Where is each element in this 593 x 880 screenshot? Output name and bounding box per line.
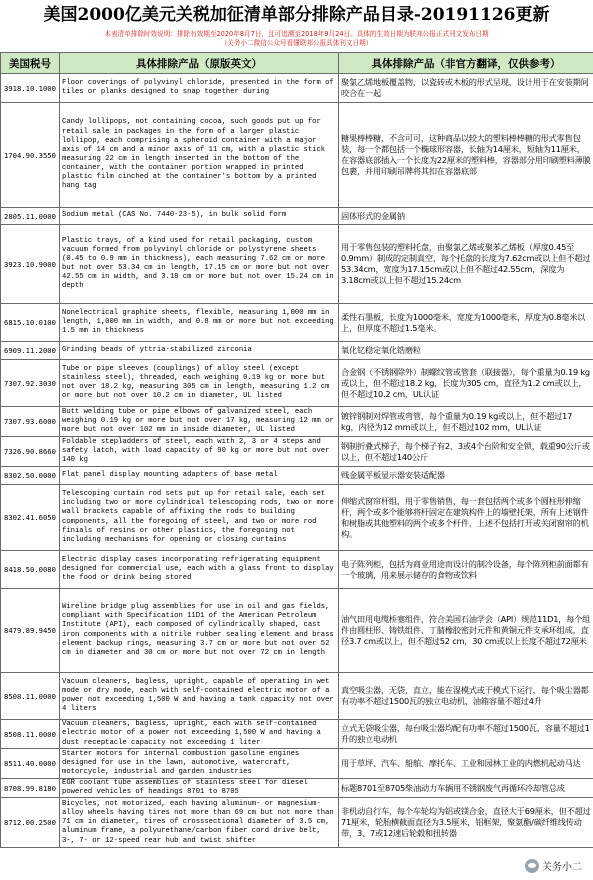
table-row [1,74,593,103]
chinese-description-cell: 电子陈列柜，包括为商业用途而设计的制冷设备，每个陈列柜前面都有一个玻璃，用来展示储存的食物或饮料 [339,551,593,589]
hts-code-cell: 8479.89.9450 [1,589,60,673]
english-description-cell: Vacuum cleaners, bagless, upright, capable of operating in wet mode or dry mode, each with self-contained electric motor of a power not exceeding 1,500 W and having a tank capacity not over 4 liters [60,673,339,720]
english-description-cell: Foldable stepladders of steel, each with 2, 3 or 4 steps and safety latch, with load capacity of 90 kg or more but not over 140 kg [60,437,339,467]
english-description-cell: Candy lollipops, not containing cocoa, such goods put up for retail sale in packages in the form of a larger plastic lollipop, each comprising a spheroid container with a major axis of 14 cm and a minor axis of 11 cm, with a plastic stick measuring 22 cm in length inserted in the bottom of the container, with the container portion wrapped in printed plastic film cinched at the container's bottom by a printed hang tag [60,103,339,208]
hts-code-cell: 6909.11.2000 [1,342,60,360]
english-description-cell: Plastic trays, of a kind used for retail packaging, custom vacuum formed from polyvinyl chloride or polystyrene sheets (0.45 to 0.9 mm in thickness), each measuring 7.62 cm or more but not over 53.34 cm in length, 17.15 cm or more but not over 42.55 cm in width, and 3.18 cm or more but not over 15.24 cm in depth [60,225,339,304]
table-row [1,407,593,437]
english-description-cell: Nonelectrical graphite sheets, flexible, measuring 1,000 mm in length, 1,000 mm in width, and 0.8 mm or more but not exceeding 1.5 mm in thickness [60,304,339,342]
table-row [1,360,593,407]
table-row [1,720,593,749]
watermark-text: 关务小二 [542,862,582,873]
table-row [1,467,593,485]
english-description-cell: Butt welding tube or pipe elbows of galvanized steel, each weighing 0.19 kg or more but not over 17 kg, measuring 12 mm or more but not over 102 mm in inside diameter, UL listed [60,407,339,437]
hts-code-cell: 8508.11.0000 [1,720,60,749]
english-description-cell: Grinding beads of yttria-stabilized zirconia [60,342,339,360]
table-header-row [1,53,593,74]
header-code: 美国税号 [1,53,60,74]
chinese-description-cell: 固体形式的金属钠 [339,208,593,225]
hts-code-cell: 1704.90.3550 [1,103,60,208]
table-row [1,551,593,589]
hts-code-cell: 7307.93.6000 [1,407,60,437]
table-row [1,673,593,720]
english-description-cell: Telescoping curtain rod sets put up for retail sale, each set including two or more cylindrical telescoping rods, two or more wall brackets capable of affixing the rods to building components, all the foregoing of steel, and two or more rod finials of resins or other plastics, the foregoing not including mechanisms for opening or closing curtains [60,485,339,551]
chinese-description-cell: 钢制折叠式梯子，每个梯子有2、3或4个台阶和安全锁，载重90公斤或以上，但不超过140公斤 [339,437,593,467]
chinese-description-cell: 油气田用电缆桥塞组件，符合美国石油学会（API）规范11D1，每个组件由圆柱形、铸铁组件、丁腈橡胶密封元件和黄铜元件支承环组成，直径3.7 cm或以上，但不超过52 cm，30 cm或以上长度不超过72厘米 [339,589,593,673]
exclusion-table [0,52,593,848]
hts-code-cell: 8418.50.0080 [1,551,60,589]
hts-code-cell: 6815.10.0100 [1,304,60,342]
chinese-description-cell: 真空吸尘器，无袋，直立，能在湿模式或干模式下运行，每个吸尘器都有功率不超过1500瓦的独立电动机，油箱容量不超过4升 [339,673,593,720]
chinese-description-cell: 合金钢（不锈钢除外）制螺纹管或管套（联接器），每个重量为0.19 kg或以上，但不超过18.2 kg，长度为305 cm，直径为1.2 cm或以上，但不超过10.2 cm，UL认证 [339,360,593,407]
hts-code-cell: 3918.10.1000 [1,74,60,103]
chinese-description-cell: 柔性石墨板，长度为1000毫米，宽度为1000毫米，厚度为0.8毫米以上，但厚度不超过1.5毫米。 [339,304,593,342]
chinese-description-cell: 糖果棒棒糖，不含可可，这种商品以较大的塑料棒棒糖的形式零售包装，每一个都包括一个椭球形容器，长轴为14厘米，短轴为11厘米，在容器底部插入一个长度为22厘米的塑料棒，容器部分用印刷塑料薄膜包裹，并用印刷吊牌将其扣在容器底部 [339,103,593,208]
english-description-cell: Flat panel display mounting adapters of base metal [60,467,339,485]
chinese-description-cell: 标题8701至8705柴油动力车辆用不锈钢废气再循环冷却管总成 [339,779,593,798]
table-row [1,589,593,673]
note-line-1: 本表清单排除时效说明：排除有效期至2020年8月7日，且可追溯至2018年9月24日。具体的生效日期为联邦公报正式刊文发布日期 [104,30,489,38]
table-row [1,798,593,848]
english-description-cell: Floor coverings of polyvinyl chloride, presented in the form of tiles or planks designed to snap together during [60,74,339,103]
chinese-description-cell: 氧化钇稳定氧化锆磨粒 [339,342,593,360]
table-row [1,485,593,551]
note-line-2: （关务小二微信公众号看懂联邦公报具体刊文日期） [220,39,373,47]
table-row [1,342,593,360]
english-description-cell: Vacuum cleaners, bagless, upright, each with self-contained electric motor of a power not exceeding 1,500 W and having a dust receptacle capacity not exceeding 1 liter [60,720,339,749]
watermark [522,857,585,874]
english-description-cell: Sodium metal (CAS No. 7440-23-5), in bulk solid form [60,208,339,225]
chinese-description-cell: 用于零售包装的塑料托盘，由聚氯乙烯或聚苯乙烯板（厚度0.45至0.9mm）制成的定制真空，每个托盘的长度为7.62cm或以上但不超过53.34cm，宽度为17.15cm或以上但不超过42.55cm，深度为3.18cm或以上但不超过15.24cm [339,225,593,304]
page-title: 美国2000亿美元关税加征清单部分排除产品目录-20191126更新 [43,5,550,25]
chinese-description-cell: 镀锌钢制对焊管或弯管，每个重量为0.19 kg或以上，但不超过17 kg，内径为12 mm或以上，但不超过102 mm，UL认证 [339,407,593,437]
table-row [1,749,593,779]
chinese-description-cell: 贱金属平板显示器安装适配器 [339,467,593,485]
chinese-description-cell: 聚氯乙烯地板覆盖物，以瓷砖或木板的形式呈现，设计用于在安装期间咬合在一起 [339,74,593,103]
english-description-cell: Starter motors for internal combustion gasoline engines designed for use in the lawn, automotive, watercraft, motorcycle, industrial and garden industries [60,749,339,779]
hts-code-cell: 8508.11.0000 [1,673,60,720]
wechat-account-icon [525,859,539,873]
table-row [1,437,593,467]
table-row [1,103,593,208]
header-english: 具体排除产品（原版英文） [60,53,339,74]
table-row [1,208,593,225]
hts-code-cell: 8302.41.6050 [1,485,60,551]
hts-code-cell: 2805.11.0000 [1,208,60,225]
table-row [1,304,593,342]
hts-code-cell: 8712.00.2500 [1,798,60,848]
chinese-description-cell: 用于草坪、汽车、船舶、摩托车、工业和园林工业的内燃机起动马达 [339,749,593,779]
english-description-cell: Tube or pipe sleeves (couplings) of alloy steel (except stainless steel), threaded, each weighing 0.19 kg or more but not over 18.2 kg, measuring 305 cm in length, measuring 1.2 cm or more but not over 10.2 cm in diameter, UL listed [60,360,339,407]
english-description-cell: Electric display cases incorporating refrigerating equipment designed for commercial use, each with a glass front to display the food or drink being stored [60,551,339,589]
table-body [1,74,593,848]
table-row [1,779,593,798]
hts-code-cell: 3923.10.9000 [1,225,60,304]
validity-notes [0,30,593,48]
hts-code-cell: 7307.92.3030 [1,360,60,407]
table-row [1,225,593,304]
chinese-description-cell: 伸缩式窗帘杆组，用于零售销售，每一套包括两个或多个圆柱形伸缩杆，两个或多个能够将杆固定在建筑构件上的墙壁托架，所有上述钢件和树脂或其他塑料的两个或多个杆件，上述不包括打开或关闭窗帘的机构。 [339,485,593,551]
hts-code-cell: 7326.90.8660 [1,437,60,467]
english-description-cell: Wireline bridge plug assemblies for use in oil and gas fields, compliant with Specification 11D1 of the American Petroleum Institute (API), each composed of cylindrically shaped, cast iron components with a nitrile rubber sealing element and brass element backup rings, measuring 3.7 cm or more but not over 52 cm in diameter and 30 cm or more but not over 72 cm in length [60,589,339,673]
hts-code-cell: 8302.50.0000 [1,467,60,485]
chinese-description-cell: 非机动自行车，每个车轮均为铝或镁合金，直径大于69厘米，但不超过71厘米，轮胎横截面直径为3.5厘米，铝框架，聚氨酯/碳纤维线传动带，3、7或12速后轮毂和扭转器 [339,798,593,848]
chinese-description-cell: 立式无袋吸尘器，每台吸尘器均配有功率不超过1500瓦，容量不超过1升的独立电动机 [339,720,593,749]
english-description-cell: EGR coolant tube assemblies of stainless steel for diesel powered vehicles of headings 8701 to 8705 [60,779,339,798]
header-chinese: 具体排除产品（非官方翻译，仅供参考） [339,53,593,74]
hts-code-cell: 8511.40.0000 [1,749,60,779]
hts-code-cell: 8708.99.8180 [1,779,60,798]
english-description-cell: Bicycles, not motorized, each having aluminum- or magnesium-alloy wheels having tires not more than 69 cm but not more than 71 cm in diameter, tires of crosssectional diameter of 3.5 cm, aluminum frame, a polyurethane/carbon fiber cord drive belt, 3-, 7- or 12-speed rear hub and twist shifter [60,798,339,848]
